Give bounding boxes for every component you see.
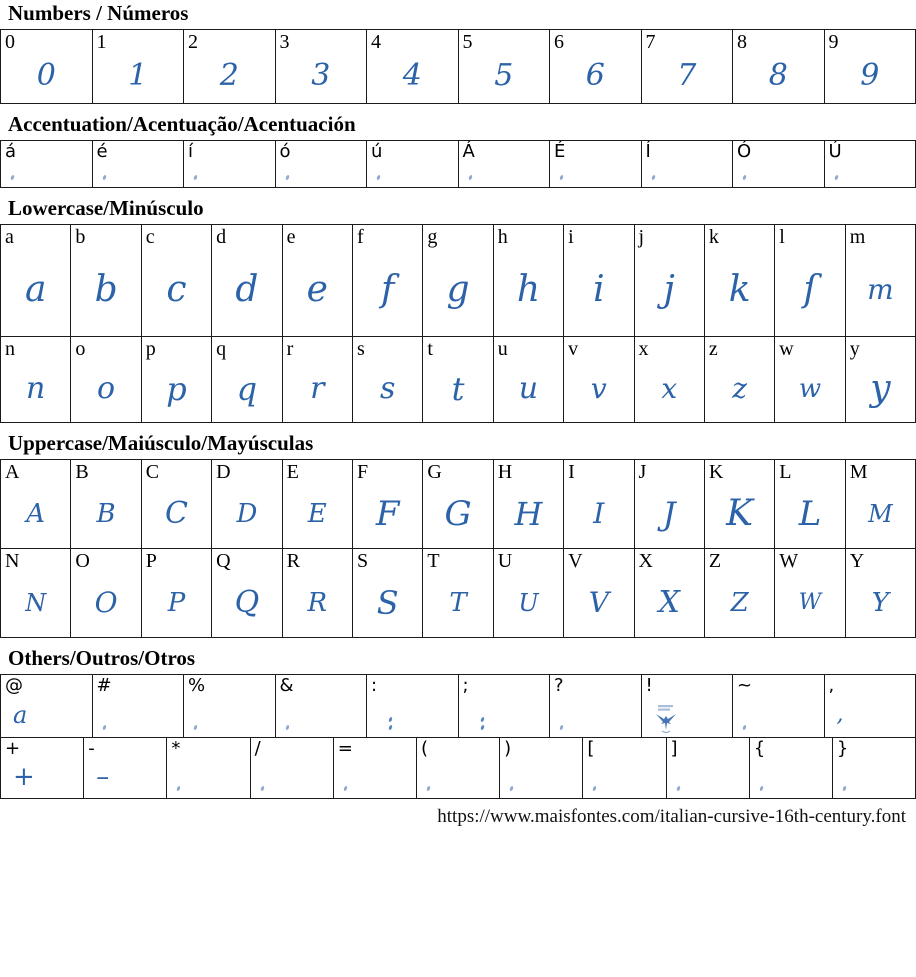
- cursive-glyph: u: [518, 370, 539, 406]
- missing-glyph-mark: [426, 786, 430, 792]
- cursive-glyph: +: [13, 761, 35, 792]
- char-label: ~: [737, 675, 753, 697]
- cursive-glyph: P: [167, 587, 186, 618]
- glyph-cell-*: [167, 738, 250, 798]
- char-label: c: [145, 226, 155, 249]
- glyph-cell-Y: [846, 549, 915, 637]
- cursive-glyph: Q: [234, 584, 260, 620]
- char-label: Y: [849, 550, 865, 573]
- glyph-cell-]: [667, 738, 750, 798]
- glyph-cell-n: [1, 337, 71, 422]
- char-label: é: [96, 141, 108, 163]
- char-label: A: [5, 461, 20, 484]
- others-table-row-2: [0, 737, 916, 799]
- cursive-glyph: F: [375, 493, 400, 534]
- font-source-url: https://www.maisfontes.com/italian-cursive-16th-century.font: [437, 806, 906, 828]
- cursive-glyph: C: [164, 495, 188, 531]
- char-label: o: [75, 338, 86, 361]
- glyph-cell-q: [212, 337, 282, 422]
- missing-glyph-mark: [260, 786, 264, 792]
- watermark-logo-glyph: [654, 704, 678, 734]
- char-label: G: [427, 461, 442, 484]
- char-label: U: [497, 550, 513, 573]
- glyph-cell-i: [564, 225, 634, 336]
- char-label: ]: [670, 738, 678, 760]
- char-label: H: [497, 461, 513, 484]
- watermark-bird-icon: [654, 704, 678, 734]
- glyph-cell-X: [635, 549, 705, 637]
- missing-glyph-mark: [11, 175, 15, 181]
- cursive-glyph: E: [307, 498, 327, 529]
- cursive-glyph: e: [306, 268, 328, 310]
- glyph-cell-y: [846, 337, 915, 422]
- glyph-cell-%: [184, 675, 276, 737]
- glyph-cell-E: [283, 460, 353, 548]
- glyph-cell-P: [142, 549, 212, 637]
- glyph-cell-7: [642, 30, 734, 103]
- missing-glyph-mark: [102, 725, 106, 731]
- glyph-cell-H: [494, 460, 564, 548]
- double-glyph-mark: [481, 717, 484, 730]
- missing-glyph-mark: [285, 725, 289, 731]
- char-label: Á: [462, 141, 475, 163]
- char-label: k: [708, 226, 719, 249]
- font-specimen-page: [0, 2, 916, 829]
- char-label: ó: [279, 141, 291, 163]
- cursive-glyph: a: [13, 700, 28, 729]
- glyph-cell-É: [550, 141, 642, 187]
- glyph-cell-N: [1, 549, 71, 637]
- missing-glyph-mark: [285, 175, 289, 181]
- glyph-cell-J: [635, 460, 705, 548]
- char-label: Í: [645, 141, 651, 163]
- glyph-cell-x: [635, 337, 705, 422]
- cursive-glyph: 8: [768, 57, 788, 93]
- cursive-glyph: b: [94, 268, 118, 310]
- glyph-cell-o: [71, 337, 141, 422]
- char-label: Q: [216, 550, 231, 573]
- char-label: }: [836, 738, 849, 760]
- glyph-cell-z: [705, 337, 775, 422]
- glyph-cell-C: [142, 460, 212, 548]
- glyph-cell-@: [1, 675, 93, 737]
- glyph-cell-A: [1, 460, 71, 548]
- numbers-table-row-1: [0, 29, 916, 104]
- char-label: I: [568, 461, 575, 484]
- glyph-cell-l: [775, 225, 845, 336]
- char-label: L: [779, 461, 792, 484]
- missing-glyph-mark: [743, 725, 747, 731]
- char-label: ): [504, 738, 512, 760]
- glyph-cell-í: [184, 141, 276, 187]
- lowercase-table-row-1: [0, 224, 916, 337]
- glyph-cell-D: [212, 460, 282, 548]
- cursive-glyph: 3: [311, 57, 331, 93]
- char-label: i: [568, 226, 574, 249]
- glyph-cell-d: [212, 225, 282, 336]
- char-label: 3: [279, 31, 290, 54]
- cursive-glyph: Y: [871, 587, 889, 618]
- glyph-cell-k: [705, 225, 775, 336]
- cursive-glyph: s: [379, 370, 396, 406]
- char-label: +: [5, 738, 21, 760]
- glyph-cell-&: [276, 675, 368, 737]
- cursive-glyph: i: [593, 268, 605, 310]
- missing-glyph-mark: [194, 725, 198, 731]
- char-label: {: [753, 738, 766, 760]
- glyph-cell-L: [775, 460, 845, 548]
- char-label: J: [638, 461, 647, 484]
- cursive-glyph: D: [236, 498, 258, 529]
- glyph-cell-g: [423, 225, 493, 336]
- cursive-glyph: R: [307, 587, 328, 618]
- missing-glyph-mark: [377, 175, 381, 181]
- char-label: P: [145, 550, 157, 573]
- glyph-cell-p: [142, 337, 212, 422]
- glyph-cell-G: [423, 460, 493, 548]
- cursive-glyph: 7: [677, 57, 697, 93]
- glyph-cell-9: [825, 30, 916, 103]
- char-label: w: [779, 338, 794, 361]
- glyph-cell-,: [825, 675, 916, 737]
- char-label: [: [587, 738, 595, 760]
- glyph-cell-B: [71, 460, 141, 548]
- char-label: 0: [5, 31, 15, 54]
- char-label: %: [188, 675, 206, 697]
- glyph-cell-á: [1, 141, 93, 187]
- glyph-cell-/: [251, 738, 334, 798]
- char-label: Ú: [828, 141, 842, 163]
- glyph-cell-F: [353, 460, 423, 548]
- cursive-glyph: y: [870, 367, 891, 409]
- glyph-cell-Z: [705, 549, 775, 637]
- char-label: D: [216, 461, 231, 484]
- char-label: K: [708, 461, 724, 484]
- uppercase-table-row-2: [0, 548, 916, 638]
- glyph-cell-é: [93, 141, 185, 187]
- cursive-glyph: U: [518, 588, 539, 617]
- missing-glyph-mark: [743, 175, 747, 181]
- glyph-cell-?: [550, 675, 642, 737]
- glyph-cell-I: [564, 460, 634, 548]
- cursive-glyph: g: [446, 268, 470, 310]
- char-label: X: [638, 550, 653, 573]
- glyph-cell-W: [775, 549, 845, 637]
- char-label: V: [568, 550, 583, 573]
- char-label: e: [286, 226, 296, 249]
- glyph-cell-2: [184, 30, 276, 103]
- cursive-glyph: B: [96, 498, 116, 529]
- glyph-cell-6: [550, 30, 642, 103]
- glyph-cell-Á: [459, 141, 551, 187]
- char-label: 7: [645, 31, 656, 54]
- char-label: ;: [462, 675, 469, 697]
- cursive-glyph: Z: [730, 587, 749, 618]
- char-label: M: [849, 461, 868, 484]
- char-label: a: [5, 226, 14, 249]
- glyph-cell-O: [71, 549, 141, 637]
- cursive-glyph: X: [658, 584, 680, 620]
- char-label: t: [427, 338, 433, 361]
- char-label: N: [5, 550, 20, 573]
- cursive-glyph: ,: [836, 701, 844, 727]
- glyph-cell-): [500, 738, 583, 798]
- char-label: ú: [371, 141, 383, 163]
- char-label: F: [356, 461, 369, 484]
- glyph-cell-=: [334, 738, 417, 798]
- cursive-glyph: n: [26, 370, 46, 406]
- char-label: p: [145, 338, 156, 361]
- missing-glyph-mark: [759, 786, 763, 792]
- glyph-cell-s: [353, 337, 423, 422]
- glyph-cell-R: [283, 549, 353, 637]
- cursive-glyph: N: [25, 588, 47, 617]
- double-glyph-mark: [389, 717, 392, 730]
- missing-glyph-mark: [676, 786, 680, 792]
- glyph-cell-ú: [367, 141, 459, 187]
- glyph-cell-[: [583, 738, 666, 798]
- char-label: h: [497, 226, 508, 249]
- char-label: x: [638, 338, 649, 361]
- glyph-cell-h: [494, 225, 564, 336]
- cursive-glyph: 9: [860, 57, 880, 93]
- char-label: j: [638, 226, 645, 249]
- glyph-cell-w: [775, 337, 845, 422]
- char-label: v: [568, 338, 579, 361]
- char-label: !: [645, 675, 653, 697]
- section-title-numbers: Numbers / Números: [8, 1, 189, 25]
- glyph-cell-1: [93, 30, 185, 103]
- accentuation-table-row-1: [0, 140, 916, 188]
- glyph-cell-t: [423, 337, 493, 422]
- char-label: E: [286, 461, 299, 484]
- missing-glyph-mark: [510, 786, 514, 792]
- char-label: #: [96, 675, 112, 697]
- glyph-cell-r: [283, 337, 353, 422]
- glyph-cell-;: [459, 675, 551, 737]
- char-label: m: [849, 226, 866, 249]
- cursive-glyph: f: [380, 268, 395, 310]
- cursive-glyph: M: [868, 499, 893, 528]
- cursive-glyph: I: [593, 496, 605, 530]
- glyph-cell-:: [367, 675, 459, 737]
- missing-glyph-mark: [102, 175, 106, 181]
- char-label: É: [554, 141, 566, 163]
- cursive-glyph: j: [663, 268, 675, 310]
- char-label: Z: [708, 550, 722, 573]
- char-label: á: [5, 141, 17, 163]
- char-label: 2: [188, 31, 198, 54]
- missing-glyph-mark: [651, 175, 655, 181]
- char-label: -: [88, 738, 95, 760]
- glyph-cell-8: [733, 30, 825, 103]
- glyph-cell-a: [1, 225, 71, 336]
- cursive-glyph: J: [662, 494, 676, 533]
- cursive-glyph: –: [96, 761, 110, 792]
- char-label: í: [188, 141, 194, 163]
- char-label: T: [427, 550, 440, 573]
- char-label: r: [286, 338, 294, 361]
- cursive-glyph: V: [588, 585, 609, 619]
- cursive-glyph: T: [449, 587, 467, 618]
- cursive-glyph: r: [310, 370, 325, 406]
- char-label: &: [279, 675, 294, 697]
- char-label: @: [5, 675, 23, 697]
- cursive-glyph: c: [166, 268, 187, 310]
- cursive-glyph: ſ: [803, 268, 817, 310]
- others-table-row-1: [0, 674, 916, 738]
- cursive-glyph: k: [728, 268, 751, 310]
- glyph-cell-~: [733, 675, 825, 737]
- cursive-glyph: 2: [219, 57, 239, 93]
- char-label: d: [216, 226, 227, 249]
- glyph-cell-T: [423, 549, 493, 637]
- cursive-glyph: m: [867, 272, 894, 306]
- char-label: ?: [554, 675, 564, 697]
- glyph-cell-{: [750, 738, 833, 798]
- char-label: =: [337, 738, 353, 760]
- char-label: (: [420, 738, 428, 760]
- glyph-cell-v: [564, 337, 634, 422]
- char-label: q: [216, 338, 227, 361]
- char-label: 5: [462, 31, 473, 54]
- char-label: 1: [96, 31, 107, 54]
- glyph-cell-e: [283, 225, 353, 336]
- cursive-glyph: q: [236, 369, 258, 408]
- cursive-glyph: d: [235, 268, 259, 310]
- cursive-glyph: L: [798, 493, 822, 534]
- char-label: R: [286, 550, 300, 573]
- char-label: *: [171, 738, 181, 760]
- cursive-glyph: O: [94, 585, 118, 619]
- glyph-cell-S: [353, 549, 423, 637]
- char-label: b: [75, 226, 86, 249]
- glyph-cell-u: [494, 337, 564, 422]
- glyph-cell-}: [833, 738, 915, 798]
- cursive-glyph: K: [726, 492, 754, 534]
- cursive-glyph: z: [732, 371, 747, 405]
- glyph-cell-b: [71, 225, 141, 336]
- glyph-cell-f: [353, 225, 423, 336]
- glyph-cell-ó: [276, 141, 368, 187]
- char-label: :: [371, 675, 378, 697]
- section-title-accentuation: Accentuation/Acentuação/Acentuación: [8, 112, 356, 137]
- char-label: S: [356, 550, 369, 573]
- cursive-glyph: 4: [402, 57, 422, 93]
- char-label: g: [427, 226, 438, 249]
- cursive-glyph: w: [798, 373, 822, 404]
- cursive-glyph: G: [444, 493, 472, 534]
- char-label: f: [356, 226, 364, 249]
- char-label: n: [5, 338, 15, 361]
- glyph-cell-Ó: [733, 141, 825, 187]
- missing-glyph-mark: [343, 786, 347, 792]
- section-title-others: Others/Outros/Otros: [8, 646, 196, 671]
- char-label: s: [356, 338, 365, 361]
- section-title-lowercase: Lowercase/Minúsculo: [8, 196, 204, 221]
- cursive-glyph: W: [798, 589, 822, 615]
- missing-glyph-mark: [834, 175, 838, 181]
- glyph-cell-+: [1, 738, 84, 798]
- char-label: l: [779, 226, 785, 249]
- lowercase-table-row-2: [0, 336, 916, 423]
- char-label: 4: [371, 31, 381, 54]
- char-label: W: [779, 550, 799, 573]
- glyph-cell-#: [93, 675, 185, 737]
- glyph-cell-5: [459, 30, 551, 103]
- cursive-glyph: p: [166, 369, 187, 408]
- glyph-cell-m: [846, 225, 915, 336]
- cursive-glyph: x: [661, 371, 678, 405]
- glyph-cell-Í: [642, 141, 734, 187]
- glyph-cell-(: [417, 738, 500, 798]
- cursive-glyph: 0: [36, 57, 56, 93]
- cursive-glyph: S: [376, 583, 399, 622]
- char-label: u: [497, 338, 508, 361]
- glyph-cell-0: [1, 30, 93, 103]
- cursive-glyph: A: [26, 498, 46, 529]
- glyph-cell-Ú: [825, 141, 916, 187]
- cursive-glyph: 6: [585, 57, 605, 93]
- char-label: z: [708, 338, 718, 361]
- missing-glyph-mark: [468, 175, 472, 181]
- char-label: 8: [737, 31, 747, 54]
- glyph-cell-c: [142, 225, 212, 336]
- section-title-uppercase: Uppercase/Maiúsculo/Mayúsculas: [8, 431, 314, 456]
- cursive-glyph: 5: [494, 57, 514, 93]
- cursive-glyph: t: [451, 369, 465, 408]
- char-label: ,: [828, 675, 835, 697]
- sections-host: [0, 2, 916, 799]
- missing-glyph-mark: [194, 175, 198, 181]
- glyph-cell-j: [635, 225, 705, 336]
- cursive-glyph: a: [24, 268, 47, 310]
- glyph-cell-4: [367, 30, 459, 103]
- missing-glyph-mark: [560, 175, 564, 181]
- char-label: B: [75, 461, 89, 484]
- cursive-glyph: H: [514, 494, 543, 533]
- cursive-glyph: 1: [128, 57, 148, 93]
- missing-glyph-mark: [842, 786, 846, 792]
- char-label: C: [145, 461, 160, 484]
- cursive-glyph: h: [516, 268, 541, 310]
- glyph-cell--: [84, 738, 167, 798]
- missing-glyph-mark: [560, 725, 564, 731]
- char-label: Ó: [737, 141, 752, 163]
- glyph-cell-U: [494, 549, 564, 637]
- char-label: y: [849, 338, 860, 361]
- missing-glyph-mark: [177, 786, 181, 792]
- uppercase-table-row-1: [0, 459, 916, 549]
- char-label: 6: [554, 31, 564, 54]
- glyph-cell-K: [705, 460, 775, 548]
- glyph-cell-Q: [212, 549, 282, 637]
- missing-glyph-mark: [593, 786, 597, 792]
- glyph-cell-!: [642, 675, 734, 737]
- char-label: O: [75, 550, 90, 573]
- glyph-cell-V: [564, 549, 634, 637]
- cursive-glyph: v: [590, 371, 607, 405]
- char-label: 9: [828, 31, 839, 54]
- glyph-cell-3: [276, 30, 368, 103]
- cursive-glyph: o: [97, 370, 116, 406]
- char-label: /: [254, 738, 261, 760]
- glyph-cell-M: [846, 460, 915, 548]
